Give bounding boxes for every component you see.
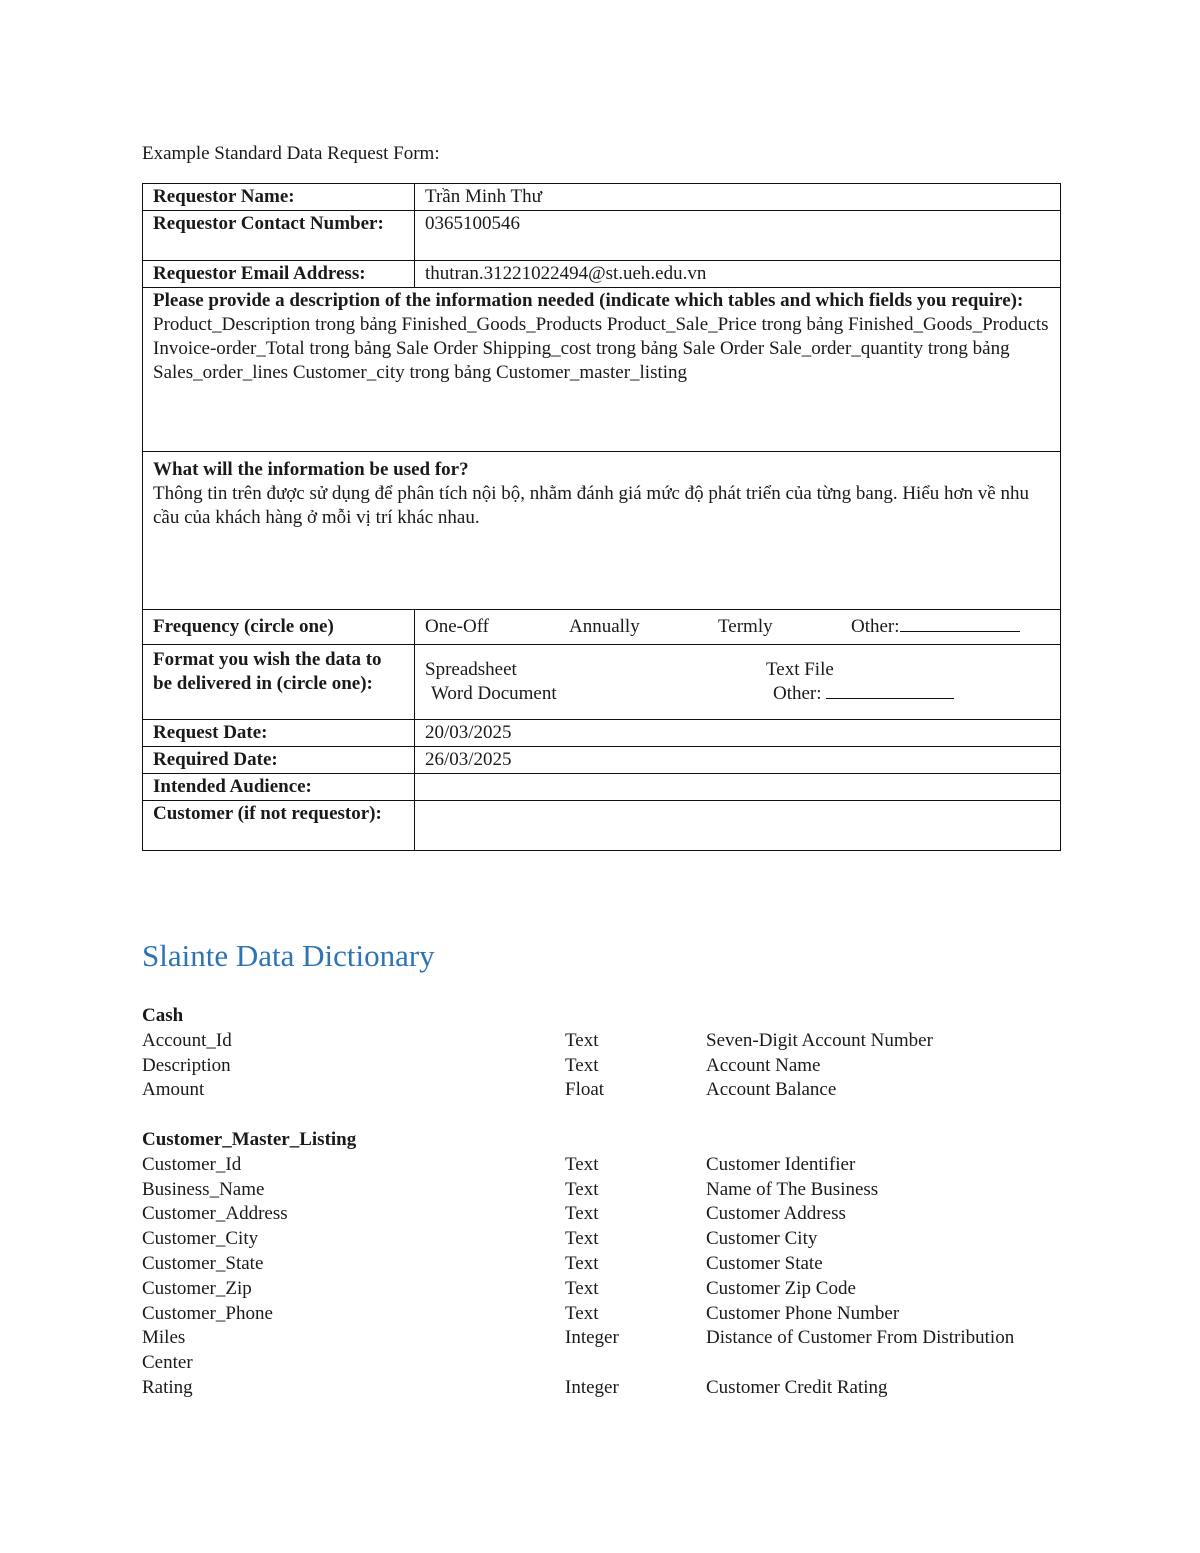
format-option-word-document[interactable]: Word Document [431, 683, 557, 704]
email-label: Requestor Email Address: [143, 261, 415, 288]
table-row: Customer_City Text Customer City [142, 1228, 818, 1250]
data-request-form [142, 183, 1061, 851]
table-row: Customer_Id Text Customer Identifier [142, 1153, 856, 1175]
table-row: Description Text Account Name [142, 1054, 821, 1076]
table-row: Rating Integer Customer Credit Rating [142, 1376, 888, 1398]
data-dictionary [142, 1004, 1072, 1401]
section-title-customer-master-listing: Customer_Master_Listing [142, 1128, 357, 1150]
format-option-other[interactable]: Other: [773, 682, 954, 706]
frequency-option-other[interactable]: Other: [851, 615, 1020, 639]
required-date-label: Required Date: [143, 747, 415, 774]
request-date-value[interactable]: 20/03/2025 [415, 720, 1061, 747]
table-row: Customer_Address Text Customer Address [142, 1203, 846, 1225]
frequency-option-annually[interactable]: Annually [569, 616, 640, 637]
requestor-name-label: Requestor Name: [143, 184, 415, 211]
request-date-label: Request Date: [143, 720, 415, 747]
format-options [415, 645, 1061, 720]
required-date-value[interactable]: 26/03/2025 [415, 747, 1061, 774]
format-label: Format you wish the data to be delivered in (circle one): [143, 645, 415, 720]
usage-cell[interactable] [143, 452, 1061, 610]
usage-value: Thông tin trên được sử dụng để phân tích nội bộ, nhằm đánh giá mức độ phát triển của từng bang. Hiểu hơn về nhu cầu của khách hàng ở mỗi vị trí khác nhau. [153, 483, 1029, 528]
frequency-options [415, 610, 1061, 645]
table-row: Account_Id Text Seven-Digit Account Number [142, 1029, 933, 1051]
contact-number-value[interactable]: 0365100546 [415, 211, 1061, 261]
dictionary-title: Slainte Data Dictionary [142, 938, 435, 973]
description-value: Product_Description trong bảng Finished_Goods_Products Product_Sale_Price trong bảng Finished_Goods_Products Invoice-order_Total trong bảng Sale Order Shipping_cost trong bảng Sale Order Sale_order_quantity trong bảng Sales_order_lines Customer_city trong bảng Customer_master_listing [153, 314, 1049, 383]
format-option-spreadsheet[interactable]: Spreadsheet [425, 659, 517, 680]
table-row: Customer_Phone Text Customer Phone Number [142, 1302, 900, 1324]
email-value[interactable]: thutran.31221022494@st.ueh.edu.vn [415, 261, 1061, 288]
row-continuation: Center [142, 1352, 193, 1374]
table-row: Customer_State Text Customer State [142, 1252, 823, 1274]
frequency-label: Frequency (circle one) [143, 610, 415, 645]
description-cell[interactable] [143, 288, 1061, 452]
customer-value[interactable] [415, 801, 1061, 851]
customer-label: Customer (if not requestor): [143, 801, 415, 851]
form-intro: Example Standard Data Request Form: [142, 143, 440, 164]
description-label: Please provide a description of the information needed (indicate which tables and which fields you require): [153, 290, 1024, 311]
contact-number-label: Requestor Contact Number: [143, 211, 415, 261]
table-row: Customer_Zip Text Customer Zip Code [142, 1277, 856, 1299]
usage-label: What will the information be used for? [153, 459, 469, 480]
format-option-text-file[interactable]: Text File [766, 659, 834, 680]
section-title-cash: Cash [142, 1005, 184, 1026]
table-row: Business_Name Text Name of The Business [142, 1178, 879, 1200]
table-row: Miles Integer Distance of Customer From Distribution [142, 1327, 1015, 1349]
audience-value[interactable] [415, 774, 1061, 801]
table-row: Amount Float Account Balance [142, 1079, 837, 1101]
audience-label: Intended Audience: [143, 774, 415, 801]
requestor-name-value[interactable]: Trần Minh Thư [415, 184, 1061, 211]
frequency-option-termly[interactable]: Termly [718, 616, 773, 637]
frequency-option-one-off[interactable]: One-Off [425, 616, 490, 637]
